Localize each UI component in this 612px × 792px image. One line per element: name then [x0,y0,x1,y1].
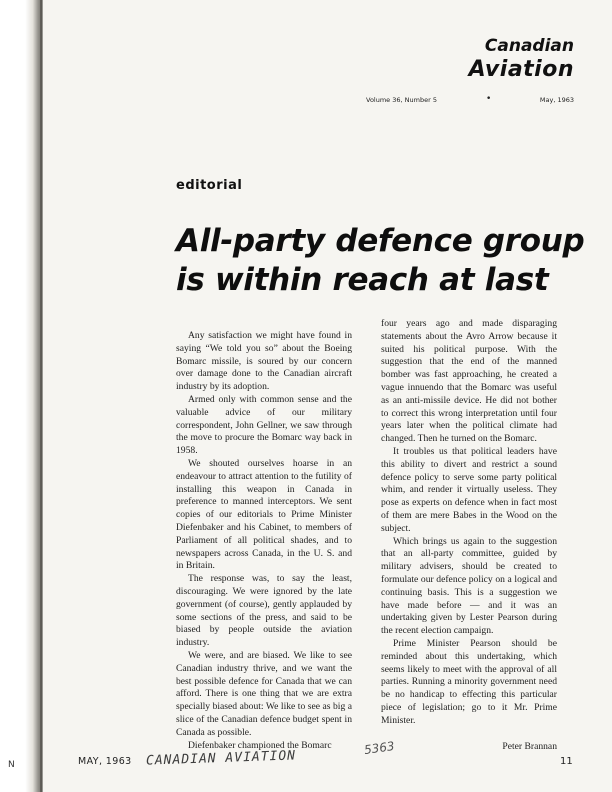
paragraph: The response was, to say the least, discouraging. We were ignored by the late government (of course), gently applauded by some sections of the press, and said to be biased by people outside the aviation industry. [176,573,352,649]
paragraph: We shouted ourselves hoarse in an endeavour to attract attention to the futility of installing this weapon in Canada in preference to manned interceptors. We sent copies of our editorials to Prime Minister Diefenbaker and his Cabinet, to members of Parliament of all political shades, and to newspapers across Canada, in the U. S. and in Britain. [176,457,352,572]
issue-info [366,96,574,108]
volume-number: Volume 36, Number 5 [366,96,437,104]
section-label: editorial [176,178,243,193]
paragraph: Any satisfaction we might have found in saying “We told you so” about the Boeing Bomarc missile, is soured by our concern over damage done to the Canadian aircraft industry by its adoption. [176,330,352,393]
paragraph: It troubles us that political leaders have this ability to divert and restrict a sound defence policy to serve some party political whim, and render it virtually useless. They pose as experts on defence when in fact most of them are mere Babes in the Wood on the subject. [381,445,557,534]
paragraph-continuation: four years ago and made disparaging statements about the Avro Arrow because it suited his political purpose. With the suggestion that the end of the manned bomber was fast approaching, he created a vague innuendo that the Bomarc was useful as an anti-missile device. He did not bother to correct this wrong interpretation until four years later when the political climate had changed. Then he turned on the Bomarc. [381,318,557,445]
masthead-line-2: Aviation [468,57,574,82]
margin-mark: N [8,760,15,770]
paragraph: We were, and are biased. We like to see Canadian industry thrive, and we want the best possible defence for Canada that we can afford. There is one thing that we are extra specially biased about: We like to see as big a slice of the Canadian defence budget spent in Canada as possible. [176,649,352,738]
issue-date: May, 1963 [539,96,574,104]
page-number: 11 [560,756,573,767]
paragraph: Which brings us again to the suggestion that an all-party committee, guided by military advisers, should be created to formulate our defence policy on a logical and continuing basis. This is a suggestion we have made before — and it was an undertaking given by Lester Pearson during the recent election campaign. [381,535,557,637]
paragraph: Armed only with common sense and the valuable advice of our military correspondent, John Gellner, we saw through the move to procure the Bomarc way back in 1958. [176,393,352,457]
author-signature: Peter Brannan [502,741,557,752]
handwritten-annotation: CANADIAN AVIATION [145,748,297,769]
masthead-line-1: Canadian [484,36,574,56]
headline: All-party defence group is within reach at last [176,223,585,298]
binding-shadow [40,0,43,792]
left-column [176,330,352,752]
paragraph: Diefenbaker championed the Bomarc [188,739,332,751]
right-column [381,318,557,728]
handwritten-number: 5363 [363,738,396,758]
masthead [469,36,574,84]
footer-date: MAY, 1963 [78,756,132,767]
paragraph: Prime Minister Pearson should be reminded about this undertaking, which seems likely to meet with the approval of all parties. Running a minority government need be no handicap to effecting this particular piece of legislation; go to it Mr. Prime Minister. [381,637,557,726]
binding-edge [0,0,42,792]
bullet-separator: • [486,94,492,104]
